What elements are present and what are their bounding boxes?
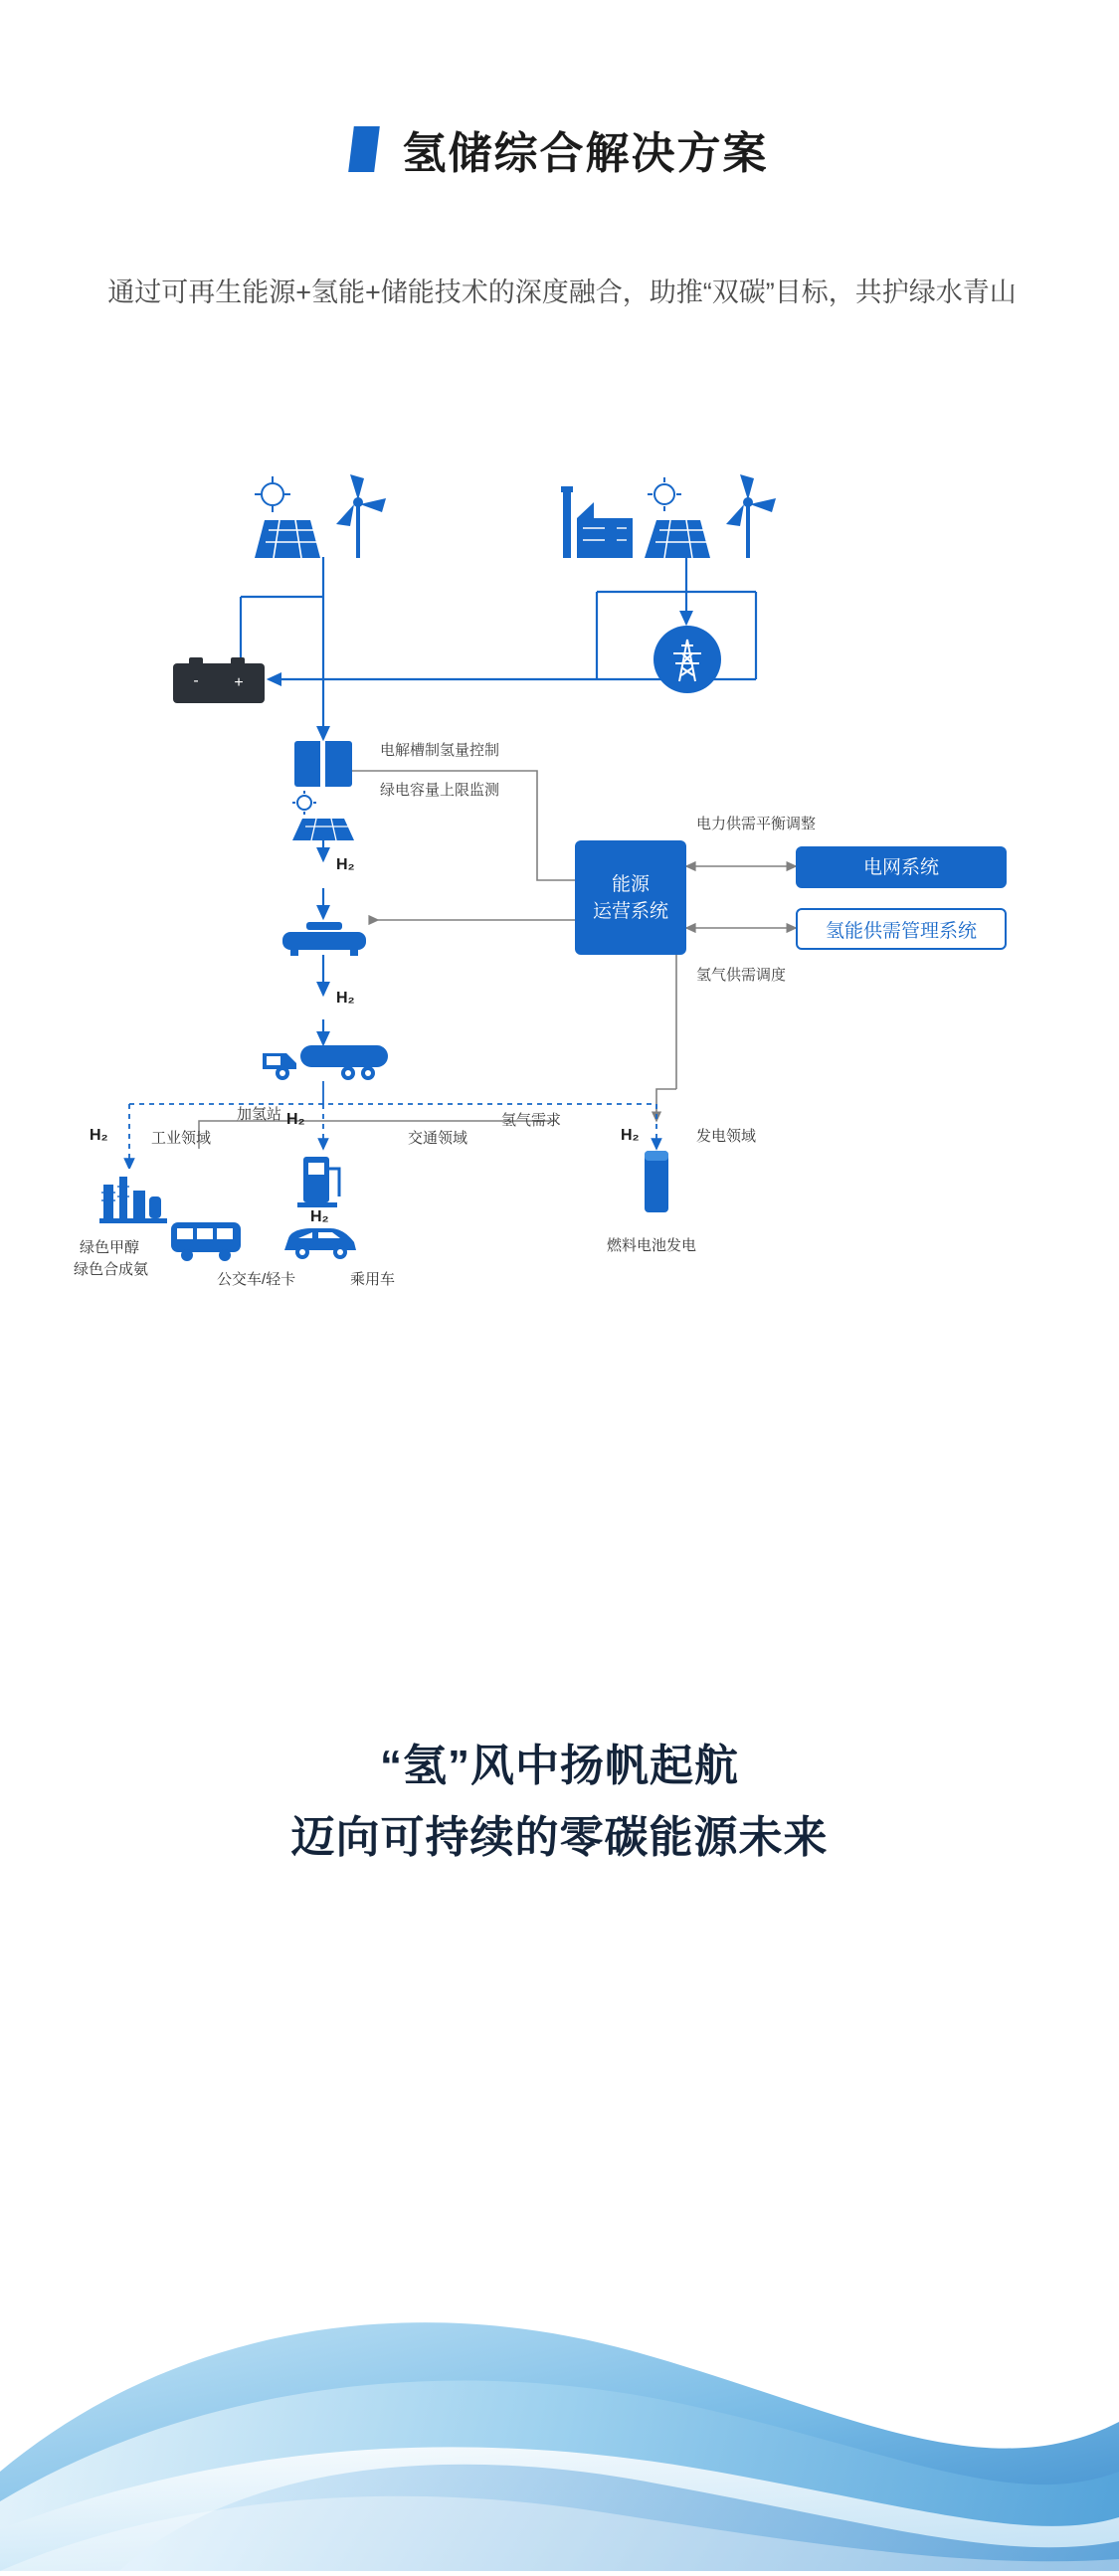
caption-methanol-line1: 绿色甲醇 (80, 1239, 140, 1256)
svg-text:-: - (193, 672, 199, 689)
header-accent-mark (348, 126, 380, 172)
wave-decoration (0, 2173, 1119, 2571)
hydrogen-refueling-station-icon (293, 1149, 353, 1210)
page-header (0, 117, 1119, 181)
hydrogen-storage-tank-icon (279, 918, 370, 958)
label-hydrogen-demand: 氢气需求 (501, 1112, 562, 1129)
chemical-plant-icon (97, 1167, 169, 1226)
label-power-balance: 电力供需平衡调整 (696, 816, 817, 832)
label-electrolyzer-control: 电解槽制氢量控制 (380, 742, 500, 759)
slogan-line-1: “氢”风中扬帆起航 (380, 1742, 739, 1790)
caption-fuel-cell: 燃料电池发电 (607, 1237, 697, 1254)
hydrogen-management-system-box[interactable]: 氢能供需管理系统 (796, 908, 1007, 950)
page-title: 氢储综合解决方案 (402, 129, 769, 178)
label-h2-1: H₂ (336, 856, 355, 873)
fuel-cell-icon (637, 1149, 676, 1214)
electrolyzer-icon (290, 739, 356, 789)
svg-text:+: + (234, 674, 244, 691)
industry-renewable-cluster (557, 472, 786, 562)
power-tower-icon (652, 624, 723, 695)
energy-operation-system-line2: 运营系统 (592, 900, 668, 922)
car-icon (279, 1220, 362, 1264)
battery-icon (169, 651, 269, 707)
page-subtitle: 通过可再生能源+氢能+储能技术的深度融合，助推“双碳”目标，共护绿水青山 (107, 277, 1017, 307)
label-h2-3: H₂ (286, 1111, 305, 1128)
hydrogen-solution-diagram (0, 453, 1119, 1288)
caption-industry-field: 工业领域 (151, 1130, 212, 1147)
label-h2-2: H₂ (336, 990, 355, 1007)
label-h2-6: H₂ (310, 1208, 329, 1225)
renewable-energy-icon-left (247, 472, 406, 562)
caption-methanol-line2: 绿色合成氨 (74, 1261, 149, 1278)
caption-hydrogen-station: 加氢站 (237, 1106, 282, 1123)
energy-operation-system-line1: 能源 (611, 873, 650, 895)
label-h2-5: H₂ (621, 1127, 640, 1144)
label-h2-4: H₂ (90, 1127, 108, 1144)
bus-icon (167, 1218, 247, 1264)
caption-car: 乘用车 (350, 1271, 396, 1288)
energy-operation-system-box[interactable] (575, 840, 686, 955)
label-green-power-cap: 绿电容量上限监测 (380, 782, 500, 799)
caption-transport-field: 交通领域 (408, 1130, 468, 1147)
caption-bus: 公交车/轻卡 (217, 1271, 296, 1288)
hydrogen-tanker-truck-icon (257, 1039, 396, 1085)
slogan-line-2: 迈向可持续的零碳能源未来 (290, 1813, 829, 1862)
solar-panel-icon (286, 791, 360, 842)
label-hydrogen-dispatch: 氢气供需调度 (696, 967, 787, 984)
grid-system-box[interactable]: 电网系统 (796, 846, 1007, 888)
slogan-block (0, 1731, 1119, 1874)
caption-power-field: 发电领域 (696, 1128, 757, 1145)
